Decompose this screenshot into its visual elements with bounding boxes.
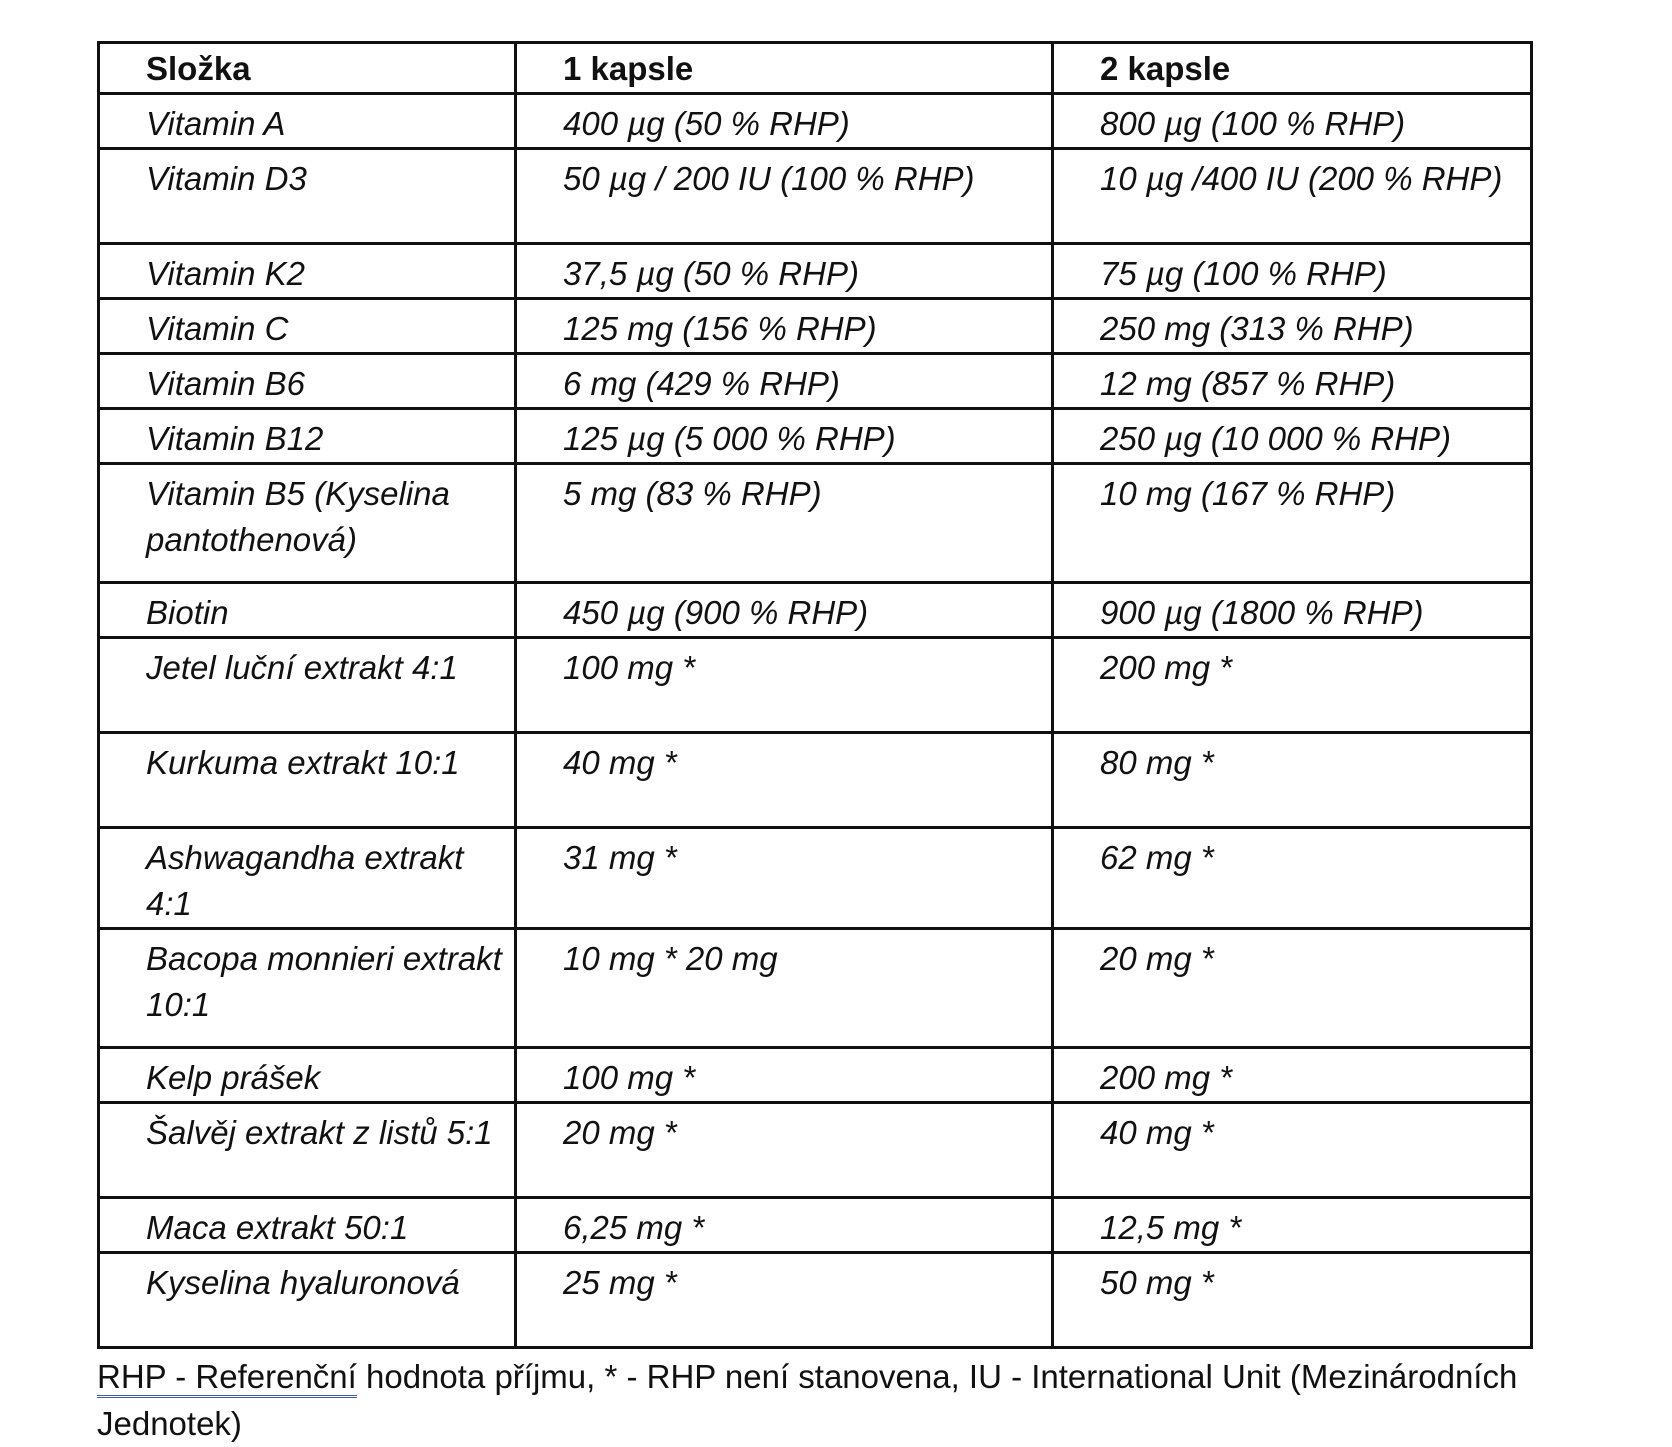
cell-two-capsules: 62 mg * [1053, 828, 1532, 929]
cell-ingredient: Vitamin K2 [99, 244, 516, 299]
cell-one-capsule: 100 mg * [516, 1048, 1053, 1103]
table-row [99, 828, 1532, 929]
table-row [99, 149, 1532, 244]
table-row [99, 929, 1532, 1048]
table-row [99, 464, 1532, 583]
cell-ingredient: Vitamin C [99, 299, 516, 354]
cell-two-capsules: 12 mg (857 % RHP) [1053, 354, 1532, 409]
table-row [99, 1198, 1532, 1253]
cell-two-capsules: 800 µg (100 % RHP) [1053, 94, 1532, 149]
cell-ingredient: Vitamin B5 (Kyselina pantothenová) [99, 464, 516, 583]
cell-ingredient: Kelp prášek [99, 1048, 516, 1103]
table-body [99, 94, 1532, 1348]
table-row [99, 583, 1532, 638]
cell-two-capsules: 75 µg (100 % RHP) [1053, 244, 1532, 299]
cell-ingredient: Vitamin A [99, 94, 516, 149]
column-header-one-capsule: 1 kapsle [516, 43, 1053, 94]
cell-two-capsules: 900 µg (1800 % RHP) [1053, 583, 1532, 638]
footnote-rhp-link[interactable]: RHP - Referenční [97, 1358, 357, 1398]
table-row [99, 1253, 1532, 1348]
cell-ingredient: Maca extrakt 50:1 [99, 1198, 516, 1253]
cell-ingredient: Vitamin B6 [99, 354, 516, 409]
document-page [97, 41, 1530, 1447]
cell-one-capsule: 125 µg (5 000 % RHP) [516, 409, 1053, 464]
cell-ingredient: Ashwagandha extrakt 4:1 [99, 828, 516, 929]
ingredients-table [97, 41, 1533, 1349]
table-row [99, 1103, 1532, 1198]
table-row [99, 354, 1532, 409]
cell-ingredient: Bacopa monnieri extrakt 10:1 [99, 929, 516, 1048]
cell-ingredient: Jetel luční extrakt 4:1 [99, 638, 516, 733]
cell-one-capsule: 100 mg * [516, 638, 1053, 733]
cell-ingredient: Kyselina hyaluronová [99, 1253, 516, 1348]
table-row [99, 638, 1532, 733]
cell-two-capsules: 80 mg * [1053, 733, 1532, 828]
cell-two-capsules: 20 mg * [1053, 929, 1532, 1048]
cell-two-capsules: 40 mg * [1053, 1103, 1532, 1198]
cell-one-capsule: 25 mg * [516, 1253, 1053, 1348]
cell-two-capsules: 10 µg /400 IU (200 % RHP) [1053, 149, 1532, 244]
cell-one-capsule: 450 µg (900 % RHP) [516, 583, 1053, 638]
footnote [97, 1353, 1530, 1447]
cell-one-capsule: 6 mg (429 % RHP) [516, 354, 1053, 409]
table-row [99, 244, 1532, 299]
cell-two-capsules: 12,5 mg * [1053, 1198, 1532, 1253]
cell-one-capsule: 125 mg (156 % RHP) [516, 299, 1053, 354]
cell-one-capsule: 50 µg / 200 IU (100 % RHP) [516, 149, 1053, 244]
cell-one-capsule: 20 mg * [516, 1103, 1053, 1198]
column-header-ingredient: Složka [99, 43, 516, 94]
footnote-text: hodnota příjmu, * - RHP není stanovena, IU - International Unit (Mezinárodních Jednotek) [97, 1358, 1518, 1442]
cell-one-capsule: 40 mg * [516, 733, 1053, 828]
cell-ingredient: Šalvěj extrakt z listů 5:1 [99, 1103, 516, 1198]
table-row [99, 409, 1532, 464]
cell-one-capsule: 37,5 µg (50 % RHP) [516, 244, 1053, 299]
cell-two-capsules: 50 mg * [1053, 1253, 1532, 1348]
table-row [99, 733, 1532, 828]
table-row [99, 299, 1532, 354]
table-header-row [99, 43, 1532, 94]
table-row [99, 94, 1532, 149]
column-header-two-capsules: 2 kapsle [1053, 43, 1532, 94]
cell-two-capsules: 250 µg (10 000 % RHP) [1053, 409, 1532, 464]
cell-one-capsule: 10 mg * 20 mg [516, 929, 1053, 1048]
cell-two-capsules: 10 mg (167 % RHP) [1053, 464, 1532, 583]
cell-two-capsules: 200 mg * [1053, 1048, 1532, 1103]
cell-two-capsules: 250 mg (313 % RHP) [1053, 299, 1532, 354]
cell-ingredient: Biotin [99, 583, 516, 638]
cell-one-capsule: 400 µg (50 % RHP) [516, 94, 1053, 149]
cell-one-capsule: 5 mg (83 % RHP) [516, 464, 1053, 583]
cell-ingredient: Kurkuma extrakt 10:1 [99, 733, 516, 828]
cell-one-capsule: 31 mg * [516, 828, 1053, 929]
cell-ingredient: Vitamin D3 [99, 149, 516, 244]
cell-two-capsules: 200 mg * [1053, 638, 1532, 733]
cell-one-capsule: 6,25 mg * [516, 1198, 1053, 1253]
cell-ingredient: Vitamin B12 [99, 409, 516, 464]
table-row [99, 1048, 1532, 1103]
